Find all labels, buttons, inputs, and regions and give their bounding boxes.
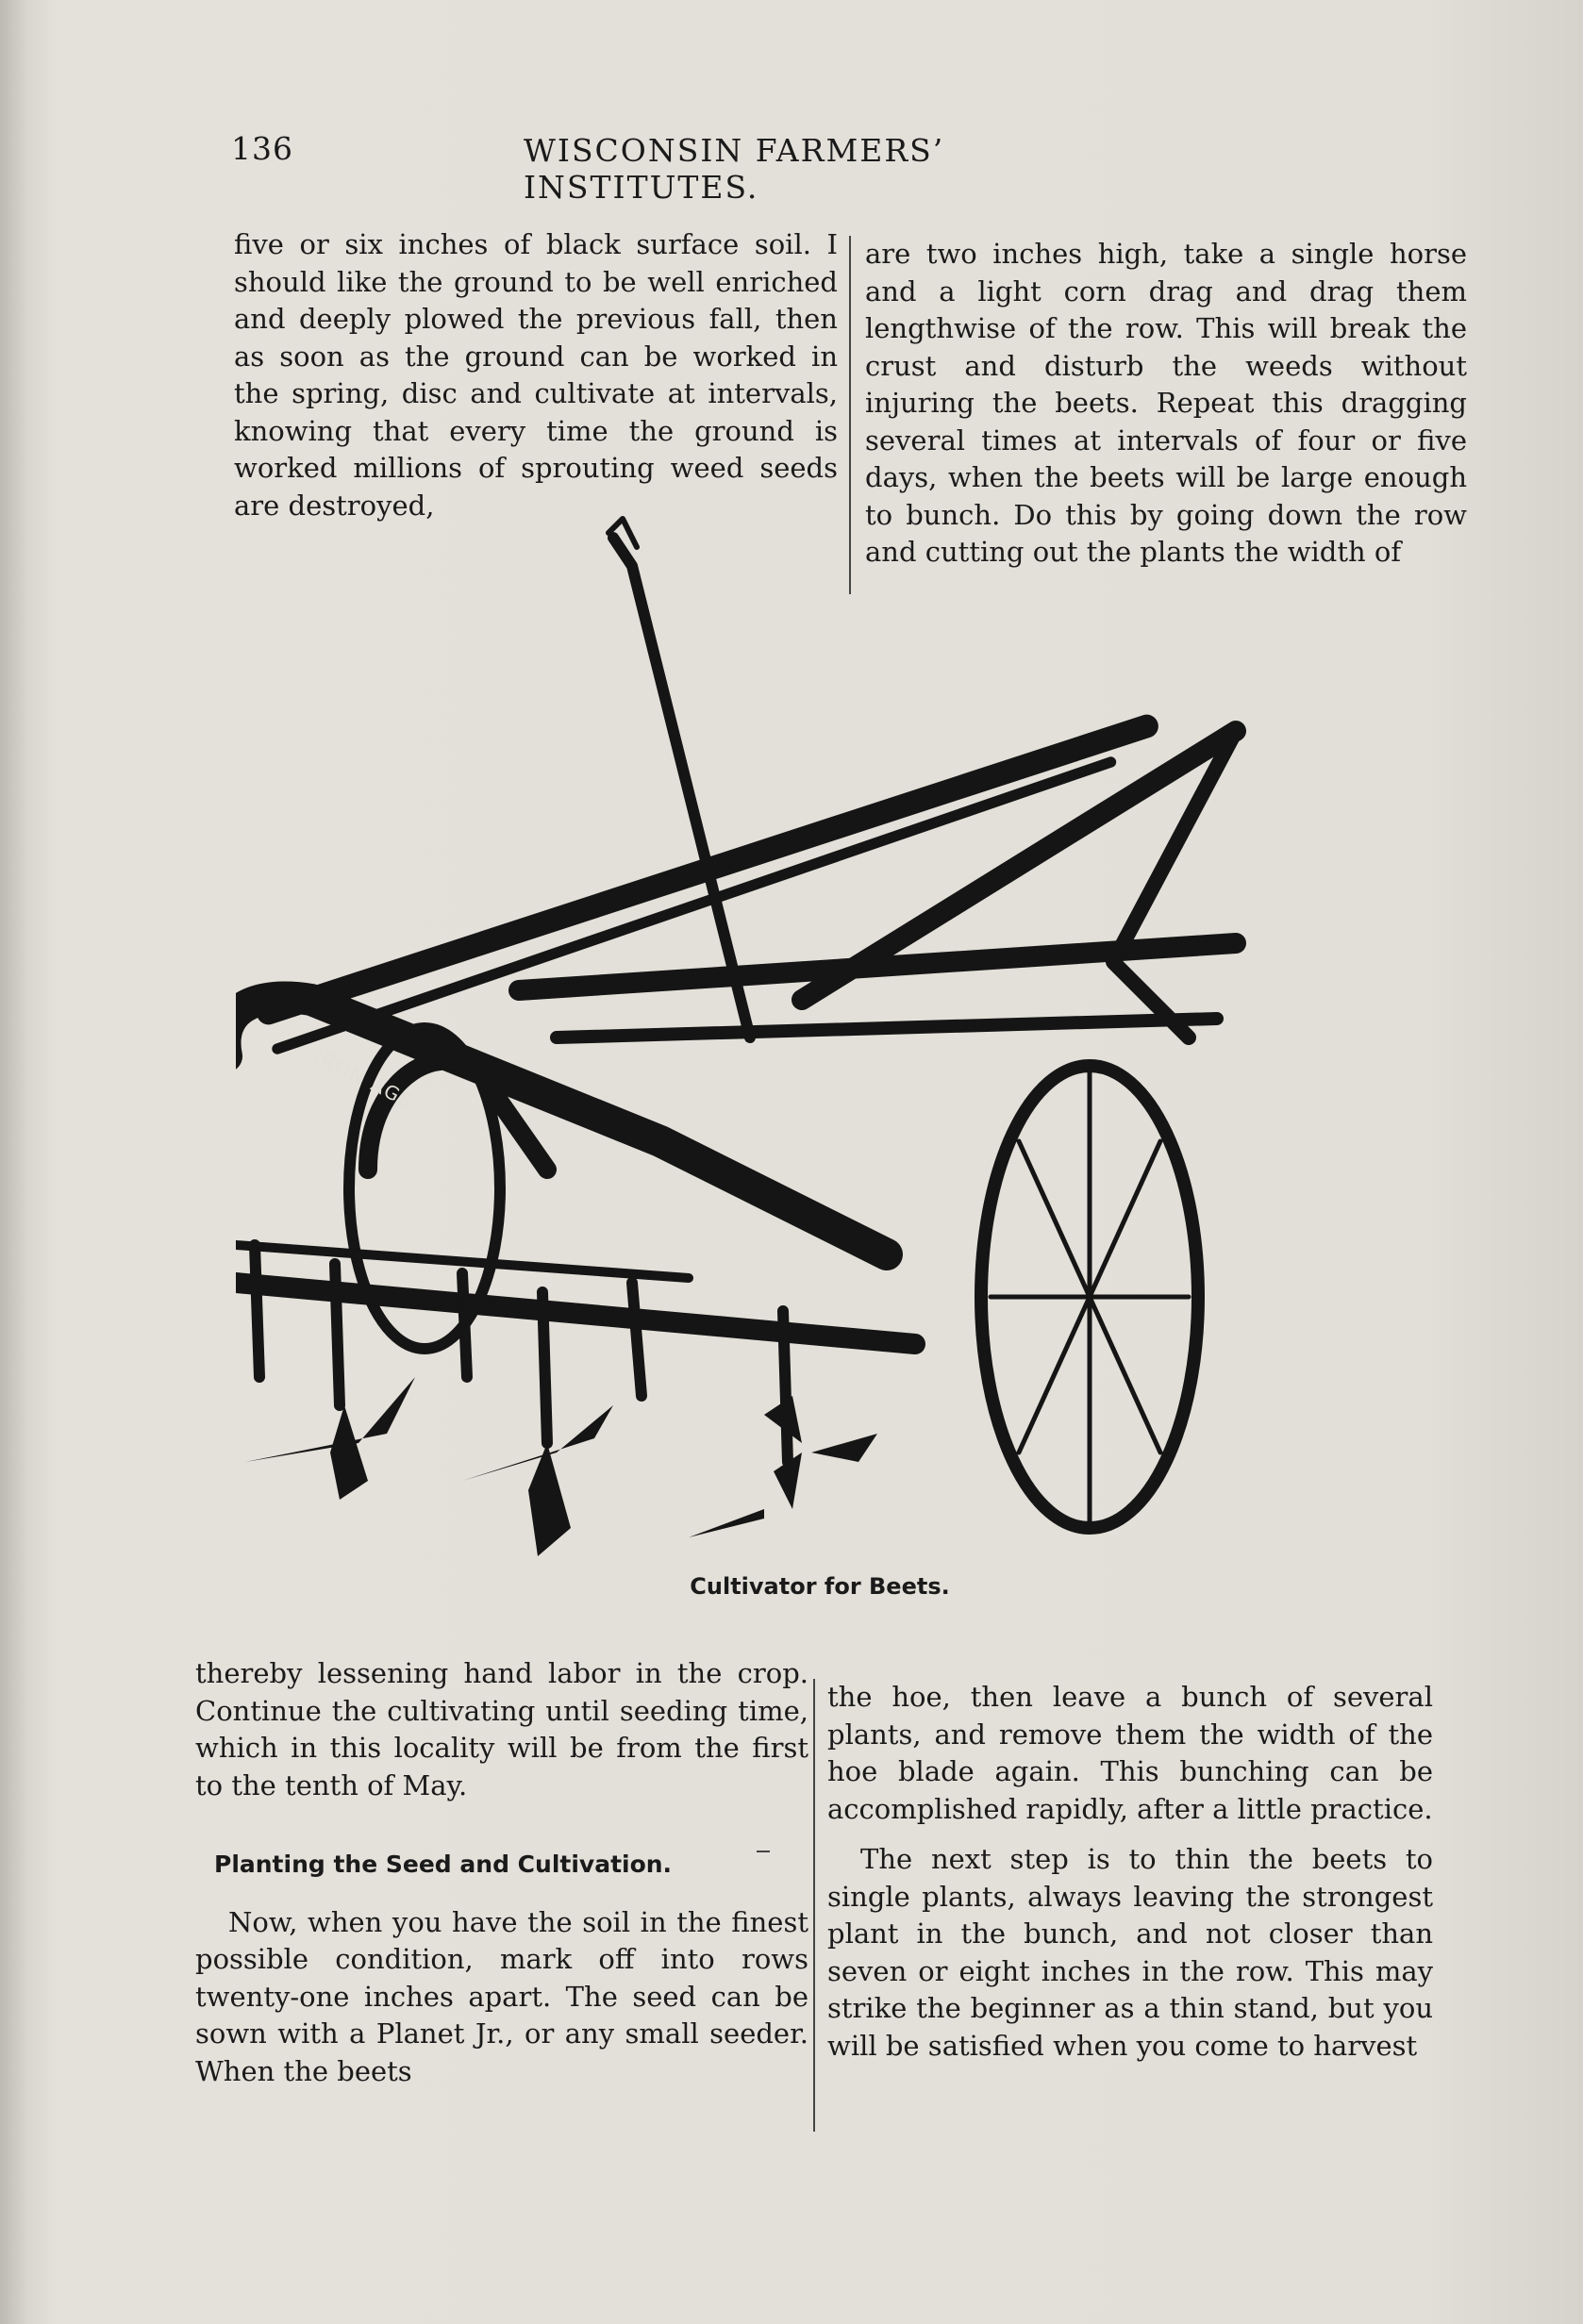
- column-divider-bottom: [813, 1679, 815, 2132]
- paragraph: five or six inches of black surface soil. I should like the ground to be well enriched and deeply plowed the previous fall, then as soon as the ground can be worked in the spring, disc and cultivate at intervals, knowing that every time the ground is worked millions of sprouting weed seeds are destroyed,: [234, 228, 838, 522]
- section-subheading: Planting the Seed and Cultivation.: [214, 1851, 673, 1878]
- paragraph: are two inches high, take a single horse and a light corn drag and drag them lengthwise of the row. This will break the crust and disturb the weeds without injuring the beets. Repeat this dragging several times at intervals of four or five days, when the beets will be large enough to bunch. Do this by going down the row and cutting out the plants the width of: [865, 238, 1467, 568]
- bottom-left-column: [195, 1655, 808, 2090]
- top-left-column: [234, 226, 838, 524]
- paragraph: the hoe, then leave a bunch of several plants, and remove them the width of the hoe blade again. This bunching can be accomplished rapidly, after a little practice.: [827, 1681, 1433, 1825]
- figure-caption: Cultivator for Beets.: [690, 1573, 950, 1600]
- paragraph: The next step is to thin the beets to single plants, always leaving the strongest plant in the bunch, and not closer than seven or eight inches in the row. This may strike the beginner as a thin stand, but you will be satisfied when you come to harvest: [827, 1843, 1433, 2062]
- bottom-right-column: [827, 1679, 1433, 2065]
- cultivator-illustration: [236, 509, 1321, 1575]
- brand-lettering: IRON AGE: [310, 1044, 418, 1114]
- paragraph: thereby lessening hand labor in the crop. Continue the cultivating until seeding time, which in this locality will be from the first to the tenth of May.: [195, 1657, 808, 1801]
- running-title: WISCONSIN FARMERS’ INSTITUTES.: [524, 132, 945, 206]
- paragraph: Now, when you have the soil in the finest possible condition, mark off into rows twenty-one inches apart. The seed can be sown with a Planet Jr., or any small seeder. When the beets: [195, 1905, 808, 2087]
- section-dash: [757, 1851, 770, 1852]
- page-number: 136: [231, 130, 293, 167]
